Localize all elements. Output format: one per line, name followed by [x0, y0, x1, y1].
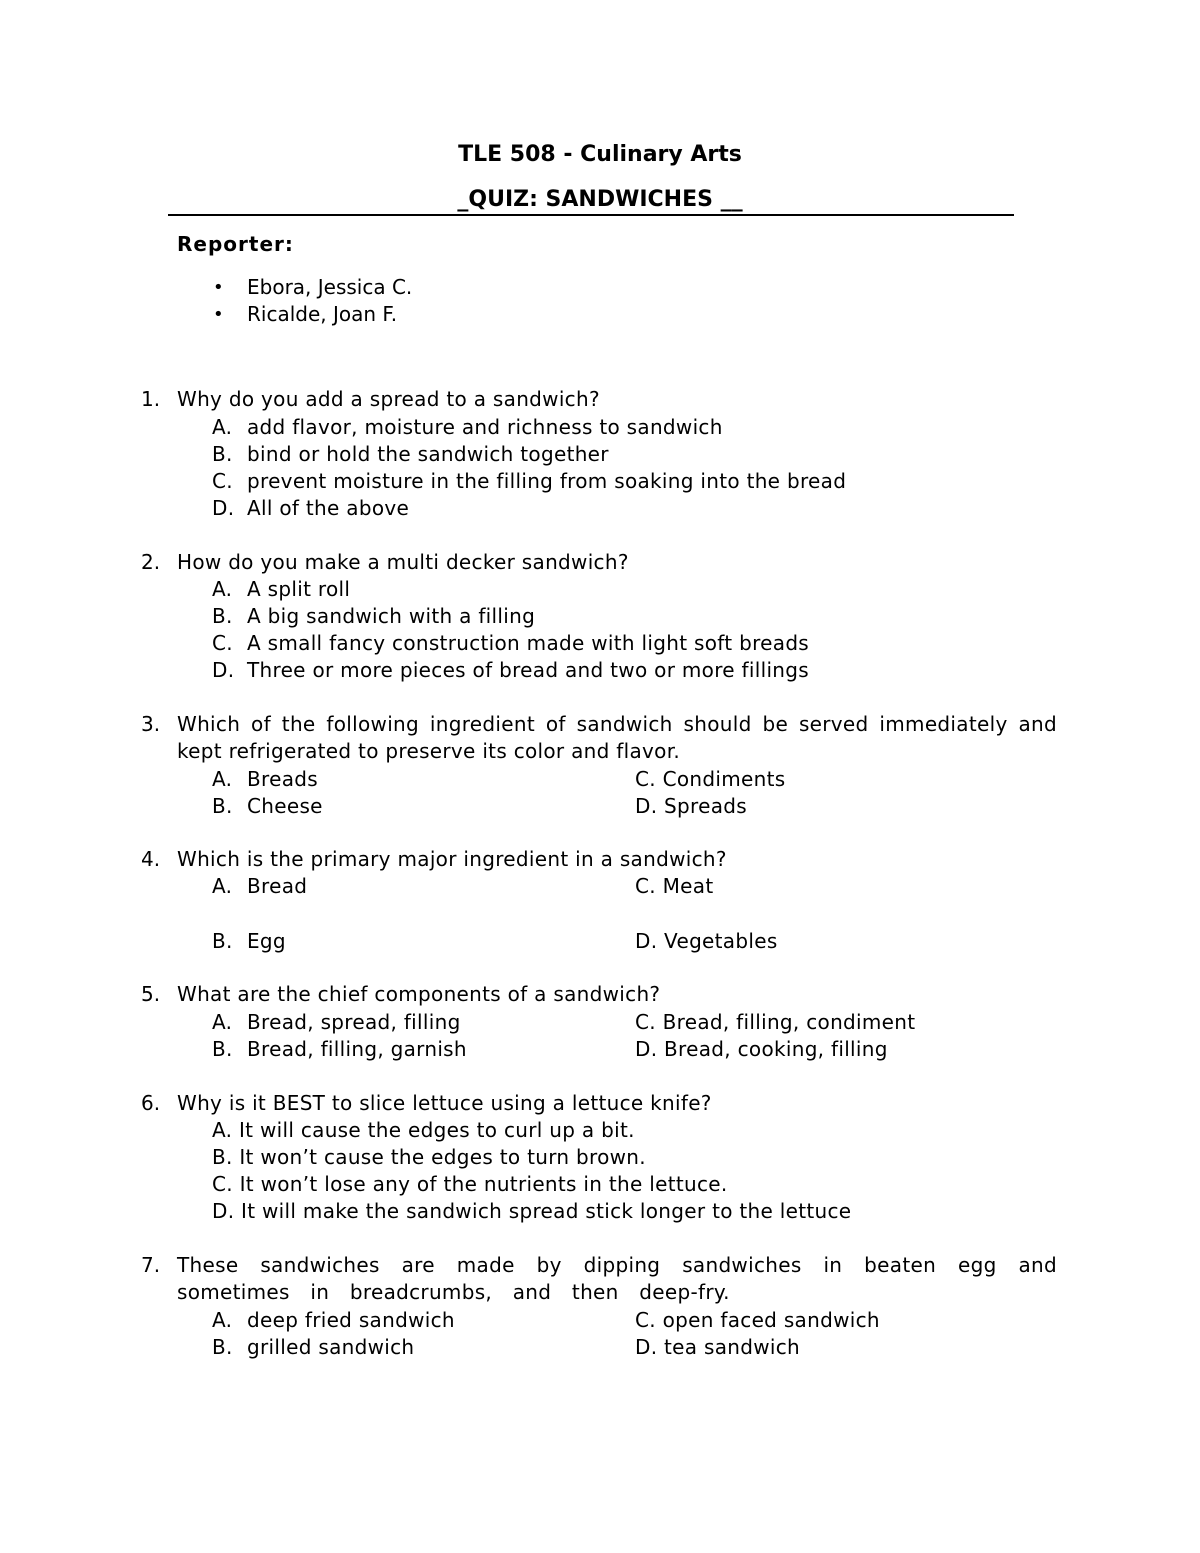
- option-text: Bread, cooking, filling: [664, 1037, 888, 1061]
- option-letter: C.: [212, 631, 233, 655]
- option-letter: D.: [212, 658, 235, 682]
- option-c: [635, 766, 785, 793]
- option-a: [212, 766, 318, 793]
- question-number: 7.: [141, 1253, 161, 1277]
- option-text: A big sandwich with a filling: [247, 604, 536, 628]
- option-letter: A.: [212, 1010, 233, 1034]
- option-a: [212, 414, 723, 441]
- option-text: Egg: [247, 929, 286, 953]
- option-b: [212, 1036, 467, 1063]
- option-text: Bread, filling, garnish: [247, 1037, 467, 1061]
- option-d: [635, 1334, 800, 1361]
- option-b: [212, 793, 323, 820]
- option-text: add flavor, moisture and richness to sandwich: [247, 415, 723, 439]
- option-text: Bread: [247, 874, 308, 898]
- option-text: It will cause the edges to curl up a bit.: [238, 1118, 635, 1142]
- option-c: [212, 630, 809, 657]
- option-a: [212, 1117, 635, 1144]
- option-d: [212, 495, 409, 522]
- reporter-item: [177, 301, 412, 328]
- question-text: Why do you add a spread to a sandwich?: [177, 387, 600, 411]
- option-text: Spreads: [664, 794, 747, 818]
- option-b: [212, 1144, 646, 1171]
- document-title: TLE 508 - Culinary Arts: [458, 142, 742, 167]
- option-d: [635, 1036, 888, 1063]
- option-text: Breads: [247, 767, 318, 791]
- option-letter: D.: [212, 1199, 235, 1223]
- option-letter: B.: [212, 604, 233, 628]
- option-letter: A.: [212, 577, 233, 601]
- option-letter: A.: [212, 415, 233, 439]
- option-c: [212, 1171, 728, 1198]
- option-text: deep fried sandwich: [247, 1308, 455, 1332]
- option-letter: B.: [212, 1145, 233, 1169]
- option-a: [212, 576, 350, 603]
- reporter-heading: Reporter:: [177, 232, 294, 256]
- question-number: 1.: [141, 387, 161, 411]
- option-text: Bread, filling, condiment: [662, 1010, 916, 1034]
- option-text: It will make the sandwich spread stick longer to the lettuce: [241, 1199, 852, 1223]
- option-text: Meat: [662, 874, 714, 898]
- option-d: [635, 928, 778, 955]
- option-text: Three or more pieces of bread and two or more fillings: [247, 658, 810, 682]
- question-text: Why is it BEST to slice lettuce using a lettuce knife?: [177, 1091, 712, 1115]
- option-b: [212, 603, 535, 630]
- bullet-icon: •: [213, 277, 224, 298]
- option-d: [212, 657, 809, 684]
- option-text: A small fancy construction made with light soft breads: [247, 631, 810, 655]
- option-letter: A.: [212, 1308, 233, 1332]
- option-letter: A.: [212, 874, 233, 898]
- option-letter: D.: [635, 794, 658, 818]
- question-number: 2.: [141, 550, 161, 574]
- option-letter: B.: [212, 794, 233, 818]
- option-letter: C.: [635, 1010, 656, 1034]
- option-letter: A.: [212, 767, 233, 791]
- option-b: [212, 1334, 414, 1361]
- option-letter: C.: [635, 1308, 656, 1332]
- reporter-list: [177, 274, 412, 328]
- option-c: [635, 873, 713, 900]
- option-text: It won’t cause the edges to turn brown.: [239, 1145, 646, 1169]
- option-letter: C.: [212, 469, 233, 493]
- option-text: A split roll: [247, 577, 351, 601]
- option-d: [212, 1198, 851, 1225]
- question-text: What are the chief components of a sandwich?: [177, 982, 661, 1006]
- option-text: Cheese: [247, 794, 323, 818]
- option-text: It won’t lose any of the nutrients in the lettuce.: [239, 1172, 728, 1196]
- option-letter: B.: [212, 442, 233, 466]
- option-text: Bread, spread, filling: [247, 1010, 461, 1034]
- option-text: bind or hold the sandwich together: [247, 442, 609, 466]
- option-letter: A.: [212, 1118, 233, 1142]
- question-text: These sandwiches are made by dipping sandwiches in beaten egg and sometimes in breadcrumbs, and then deep-fry.: [177, 1253, 1057, 1304]
- option-text: tea sandwich: [664, 1335, 801, 1359]
- question-number: 5.: [141, 982, 161, 1006]
- option-letter: B.: [212, 1037, 233, 1061]
- option-letter: B.: [212, 929, 233, 953]
- option-c: [635, 1307, 880, 1334]
- quiz-heading: _QUIZ: SANDWICHES __: [457, 187, 743, 212]
- option-b: [212, 441, 609, 468]
- option-a: [212, 1009, 461, 1036]
- option-letter: C.: [635, 767, 656, 791]
- bullet-icon: •: [213, 304, 224, 325]
- option-letter: D.: [212, 496, 235, 520]
- heading-rule: [168, 214, 1014, 216]
- option-text: prevent moisture in the filling from soaking into the bread: [247, 469, 847, 493]
- option-letter: C.: [212, 1172, 233, 1196]
- option-letter: B.: [212, 1335, 233, 1359]
- option-c: [635, 1009, 915, 1036]
- option-text: grilled sandwich: [247, 1335, 415, 1359]
- option-c: [212, 468, 846, 495]
- reporter-name: Ebora, Jessica C.: [247, 275, 413, 299]
- reporter-item: [177, 274, 412, 301]
- question-number: 6.: [141, 1091, 161, 1115]
- option-a: [212, 1307, 455, 1334]
- option-letter: D.: [635, 1037, 658, 1061]
- question-text: Which of the following ingredient of sandwich should be served immediately and kept refrigerated to preserve its color and flavor.: [177, 712, 1057, 763]
- question-number: 4.: [141, 847, 161, 871]
- option-text: open faced sandwich: [662, 1308, 880, 1332]
- option-a: [212, 873, 307, 900]
- option-text: Vegetables: [664, 929, 778, 953]
- option-b: [212, 928, 286, 955]
- reporter-name: Ricalde, Joan F.: [247, 302, 398, 326]
- question-text: Which is the primary major ingredient in a sandwich?: [177, 847, 727, 871]
- option-letter: C.: [635, 874, 656, 898]
- option-text: Condiments: [662, 767, 786, 791]
- option-d: [635, 793, 747, 820]
- question-number: 3.: [141, 712, 161, 736]
- option-text: All of the above: [247, 496, 410, 520]
- option-letter: D.: [635, 929, 658, 953]
- question-text: How do you make a multi decker sandwich?: [177, 550, 629, 574]
- option-letter: D.: [635, 1335, 658, 1359]
